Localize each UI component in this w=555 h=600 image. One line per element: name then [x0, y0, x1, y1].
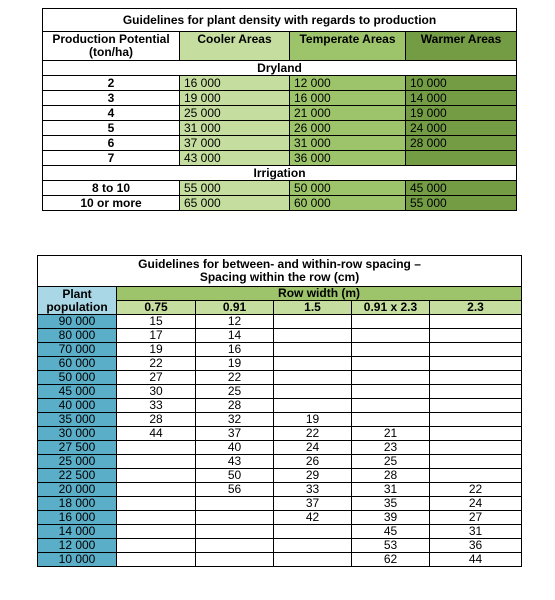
- plant-population-cell: 20 000: [38, 483, 117, 497]
- spacing-cell: 19: [274, 413, 352, 427]
- warmer-areas-cell: 14 000: [406, 91, 517, 106]
- spacing-cell: [352, 371, 430, 385]
- plant-density-table: [42, 8, 517, 211]
- cooler-areas-cell: 65 000: [180, 196, 290, 211]
- spacing-cell: [274, 329, 352, 343]
- spacing-cell: [430, 385, 522, 399]
- spacing-cell: [352, 329, 430, 343]
- warmer-areas-cell: 24 000: [406, 121, 517, 136]
- spacing-cell: [274, 357, 352, 371]
- row-width-header: Row width (m): [117, 287, 522, 301]
- cooler-areas-cell: 25 000: [180, 106, 290, 121]
- table1-row: [43, 136, 517, 151]
- cooler-areas-cell: 31 000: [180, 121, 290, 136]
- warmer-areas-cell: 55 000: [406, 196, 517, 211]
- plant-population-cell: 90 000: [38, 315, 117, 329]
- spacing-cell: 31: [352, 483, 430, 497]
- plant-population-cell: 35 000: [38, 413, 117, 427]
- spacing-cell: [274, 371, 352, 385]
- table-row: [38, 539, 522, 553]
- table1-title: Guidelines for plant density with regards to production: [43, 9, 517, 32]
- spacing-cell: 22: [117, 357, 196, 371]
- spacing-cell: 25: [196, 385, 274, 399]
- table-row: [38, 483, 522, 497]
- spacing-cell: 15: [117, 315, 196, 329]
- spacing-cell: 37: [274, 497, 352, 511]
- spacing-cell: [430, 329, 522, 343]
- cooler-areas-cell: 19 000: [180, 91, 290, 106]
- plant-population-cell: 27 500: [38, 441, 117, 455]
- table1-row: [43, 76, 517, 91]
- spacing-cell: [274, 539, 352, 553]
- spacing-cell: 28: [196, 399, 274, 413]
- spacing-cell: 24: [274, 441, 352, 455]
- spacing-cell: 45: [352, 525, 430, 539]
- table1-row: [43, 91, 517, 106]
- spacing-cell: 36: [430, 539, 522, 553]
- spacing-cell: 17: [117, 329, 196, 343]
- production-potential-cell: 7: [43, 151, 180, 166]
- spacing-cell: 50: [196, 469, 274, 483]
- temperate-areas-cell: 21 000: [290, 106, 406, 121]
- spacing-cell: [117, 511, 196, 525]
- plant-population-header-line2: population: [46, 299, 108, 314]
- row-width-column-header: 0.91 x 2.3: [352, 301, 430, 315]
- spacing-cell: [430, 343, 522, 357]
- plant-population-cell: 12 000: [38, 539, 117, 553]
- warmer-areas-cell: 45 000: [406, 181, 517, 196]
- production-potential-cell: 3: [43, 91, 180, 106]
- table-row: [38, 441, 522, 455]
- spacing-cell: [274, 553, 352, 567]
- table-row: [38, 497, 522, 511]
- plant-population-cell: 40 000: [38, 399, 117, 413]
- spacing-cell: 62: [352, 553, 430, 567]
- temperate-areas-cell: 12 000: [290, 76, 406, 91]
- table2-title-line2: Spacing within the row (cm): [199, 270, 360, 284]
- temperate-areas-cell: 36 000: [290, 151, 406, 166]
- spacing-cell: 43: [196, 455, 274, 469]
- production-potential-cell: 4: [43, 106, 180, 121]
- spacing-cell: 33: [274, 483, 352, 497]
- spacing-cell: 39: [352, 511, 430, 525]
- warmer-areas-cell: [406, 151, 517, 166]
- table-row: [38, 511, 522, 525]
- spacing-cell: [196, 511, 274, 525]
- table-row: [38, 399, 522, 413]
- dryland-section-label: Dryland: [43, 61, 517, 76]
- spacing-cell: 22: [274, 427, 352, 441]
- spacing-cell: [117, 441, 196, 455]
- spacing-cell: [274, 315, 352, 329]
- table-row: [38, 525, 522, 539]
- table-row: [38, 315, 522, 329]
- plant-population-cell: 22 500: [38, 469, 117, 483]
- spacing-cell: [274, 343, 352, 357]
- spacing-cell: 19: [196, 357, 274, 371]
- spacing-cell: 56: [196, 483, 274, 497]
- cooler-areas-cell: 37 000: [180, 136, 290, 151]
- spacing-cell: [274, 399, 352, 413]
- plant-population-cell: 10 000: [38, 553, 117, 567]
- cooler-areas-cell: 16 000: [180, 76, 290, 91]
- cooler-areas-cell: 43 000: [180, 151, 290, 166]
- spacing-cell: [430, 357, 522, 371]
- spacing-cell: [352, 399, 430, 413]
- cooler-areas-header: Cooler Areas: [180, 32, 290, 61]
- spacing-cell: [430, 399, 522, 413]
- spacing-cell: 19: [117, 343, 196, 357]
- spacing-cell: [352, 315, 430, 329]
- spacing-cell: [117, 469, 196, 483]
- production-potential-cell: 8 to 10: [43, 181, 180, 196]
- production-potential-header-line1: Production Potential: [52, 32, 170, 46]
- table1-row: [43, 151, 517, 166]
- spacing-cell: [352, 413, 430, 427]
- spacing-cell: [352, 343, 430, 357]
- spacing-cell: 26: [274, 455, 352, 469]
- plant-population-cell: 14 000: [38, 525, 117, 539]
- spacing-cell: [117, 525, 196, 539]
- plant-population-cell: 25 000: [38, 455, 117, 469]
- production-potential-cell: 5: [43, 121, 180, 136]
- spacing-cell: 42: [274, 511, 352, 525]
- table-row: [38, 357, 522, 371]
- spacing-cell: 28: [352, 469, 430, 483]
- spacing-cell: 40: [196, 441, 274, 455]
- plant-population-cell: 18 000: [38, 497, 117, 511]
- irrigation-section-row: [43, 166, 517, 181]
- spacing-cell: 23: [352, 441, 430, 455]
- production-potential-cell: 10 or more: [43, 196, 180, 211]
- temperate-areas-cell: 60 000: [290, 196, 406, 211]
- production-potential-header: [43, 32, 180, 61]
- spacing-cell: [430, 427, 522, 441]
- spacing-cell: [430, 469, 522, 483]
- spacing-cell: 37: [196, 427, 274, 441]
- spacing-cell: [196, 539, 274, 553]
- warmer-areas-cell: 28 000: [406, 136, 517, 151]
- table-row: [38, 371, 522, 385]
- spacing-cell: 33: [117, 399, 196, 413]
- spacing-cell: [274, 525, 352, 539]
- row-spacing-table: [37, 255, 522, 567]
- warmer-areas-cell: 10 000: [406, 76, 517, 91]
- production-potential-cell: 6: [43, 136, 180, 151]
- spacing-cell: [352, 385, 430, 399]
- spacing-cell: 16: [196, 343, 274, 357]
- spacing-cell: 32: [196, 413, 274, 427]
- temperate-areas-cell: 50 000: [290, 181, 406, 196]
- plant-population-header: [38, 287, 117, 315]
- table-row: [38, 329, 522, 343]
- table1-row: [43, 196, 517, 211]
- spacing-cell: [430, 371, 522, 385]
- spacing-cell: [117, 455, 196, 469]
- plant-population-cell: 30 000: [38, 427, 117, 441]
- plant-population-cell: 45 000: [38, 385, 117, 399]
- spacing-cell: [117, 539, 196, 553]
- plant-population-cell: 80 000: [38, 329, 117, 343]
- temperate-areas-header: Temperate Areas: [290, 32, 406, 61]
- table-row: [38, 413, 522, 427]
- spacing-cell: 12: [196, 315, 274, 329]
- spacing-cell: [117, 553, 196, 567]
- spacing-cell: [430, 455, 522, 469]
- table1-row: [43, 121, 517, 136]
- spacing-cell: 24: [430, 497, 522, 511]
- temperate-areas-cell: 26 000: [290, 121, 406, 136]
- spacing-cell: 27: [117, 371, 196, 385]
- spacing-cell: 29: [274, 469, 352, 483]
- spacing-cell: 14: [196, 329, 274, 343]
- spacing-cell: 44: [117, 427, 196, 441]
- spacing-cell: 22: [430, 483, 522, 497]
- plant-population-cell: 70 000: [38, 343, 117, 357]
- spacing-cell: 21: [352, 427, 430, 441]
- spacing-cell: [196, 525, 274, 539]
- spacing-cell: [430, 315, 522, 329]
- spacing-cell: 53: [352, 539, 430, 553]
- spacing-cell: 25: [352, 455, 430, 469]
- row-width-column-header: 2.3: [430, 301, 522, 315]
- table2-title-line1: Guidelines for between- and within-row spacing –: [138, 257, 421, 271]
- table-row: [38, 427, 522, 441]
- spacing-cell: [117, 483, 196, 497]
- warmer-areas-header: Warmer Areas: [406, 32, 517, 61]
- spacing-cell: 30: [117, 385, 196, 399]
- plant-population-cell: 16 000: [38, 511, 117, 525]
- cooler-areas-cell: 55 000: [180, 181, 290, 196]
- spacing-cell: 27: [430, 511, 522, 525]
- spacing-cell: [352, 357, 430, 371]
- spacing-cell: 28: [117, 413, 196, 427]
- row-width-column-header: 0.91: [196, 301, 274, 315]
- table-row: [38, 553, 522, 567]
- table-row: [38, 385, 522, 399]
- table-row: [38, 469, 522, 483]
- production-potential-cell: 2: [43, 76, 180, 91]
- table-row: [38, 343, 522, 357]
- spacing-cell: 35: [352, 497, 430, 511]
- spacing-cell: 31: [430, 525, 522, 539]
- spacing-cell: [196, 497, 274, 511]
- spacing-cell: [274, 385, 352, 399]
- warmer-areas-cell: 19 000: [406, 106, 517, 121]
- spacing-cell: [430, 441, 522, 455]
- temperate-areas-cell: 16 000: [290, 91, 406, 106]
- table-row: [38, 455, 522, 469]
- row-width-column-header: 1.5: [274, 301, 352, 315]
- irrigation-section-label: Irrigation: [43, 166, 517, 181]
- spacing-cell: 44: [430, 553, 522, 567]
- plant-population-cell: 50 000: [38, 371, 117, 385]
- spacing-cell: [430, 413, 522, 427]
- plant-population-cell: 60 000: [38, 357, 117, 371]
- spacing-cell: 22: [196, 371, 274, 385]
- row-width-column-header: 0.75: [117, 301, 196, 315]
- production-potential-header-line2: (ton/ha): [89, 45, 133, 59]
- spacing-cell: [117, 497, 196, 511]
- plant-population-header-line1: Plant: [62, 286, 92, 301]
- table2-title: [38, 256, 522, 287]
- temperate-areas-cell: 31 000: [290, 136, 406, 151]
- spacing-cell: [196, 553, 274, 567]
- table1-row: [43, 181, 517, 196]
- table1-row: [43, 106, 517, 121]
